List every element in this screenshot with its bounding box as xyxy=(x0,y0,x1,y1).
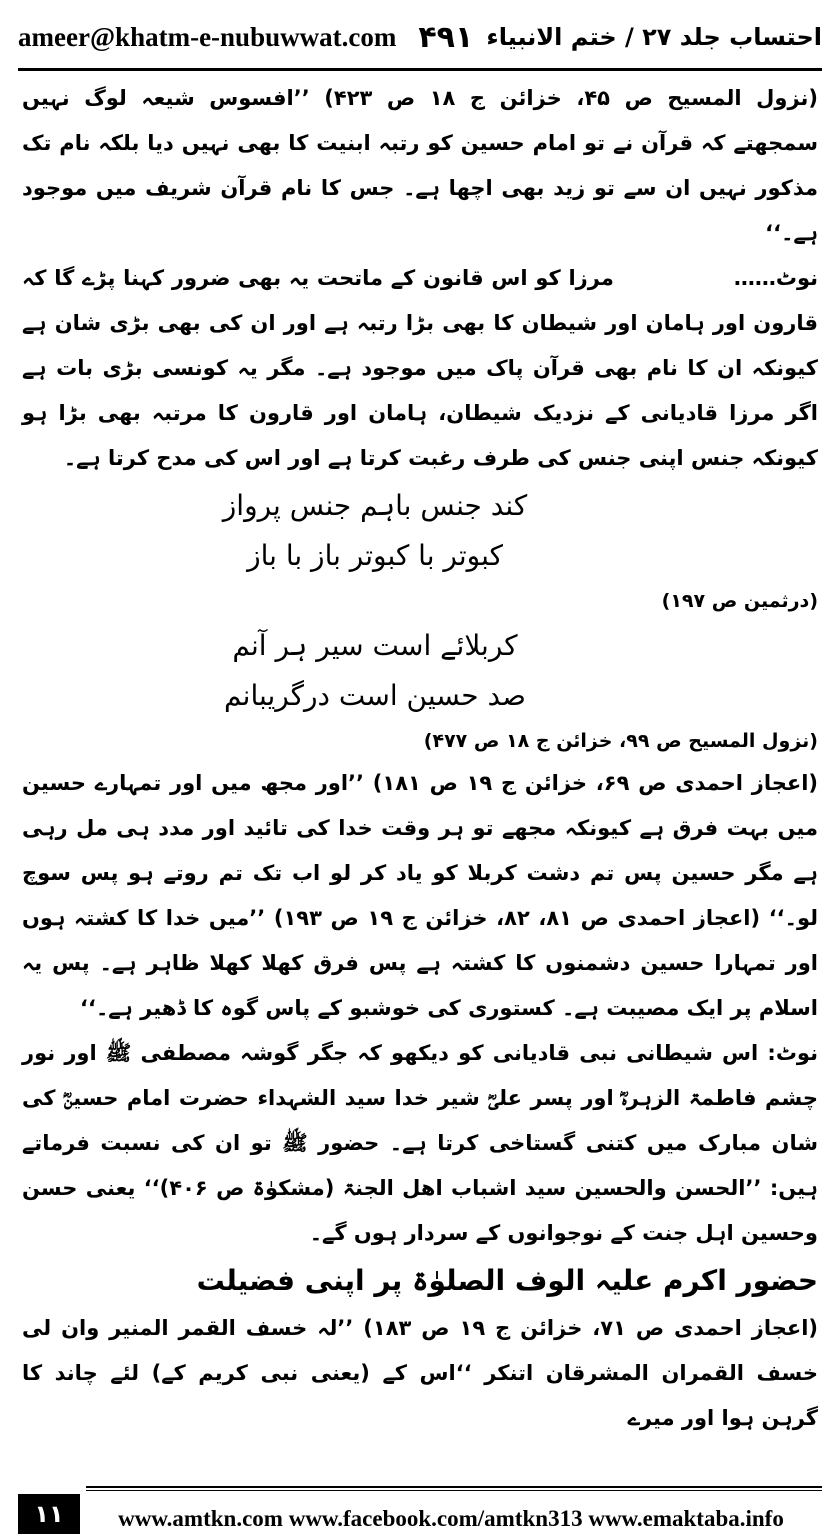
header-rule xyxy=(18,68,822,71)
paragraph-2: (اعجاز احمدی ص ۶۹، خزائن ج ۱۹ ص ۱۸۱) ’’اور مجھ میں اور تمہارے حسین میں بہت فرق ہے کیونکہ مجھے تو ہر وقت خدا کی تائید اور مدد ہی مل رہی ہے مگر حسین پس تم دشت کربلا کو یاد کر لو اب تک تم روتے ہو پس سوچ لو۔‘‘ (اعجاز احمدی ص ۸۱، ۸۲، خزائن ج ۱۹ ص ۱۹۳) ’’میں خدا کا کشتہ ہوں اور تمہارا حسین دشمنوں کا کشتہ ہے پس فرق کھلا کھلا ظاہر ہے۔ پس یہ اسلام پر ایک مصیبت ہے۔ کستوری کی خوشبو کے پاس گوہ کا ڈھیر ہے۔‘‘ xyxy=(22,771,819,1020)
paragraph-3: نوٹ: اس شیطانی نبی قادیانی کو دیکھو کہ جگر گوشہ مصطفی ﷺ اور نور چشم فاطمۃ الزہرہؓ اور پسر علیؓ شیر خدا سید الشہداء حضرت امام حسینؓ کی شان مبارک میں کتنی گستاخی کرتا ہے۔ حضور ﷺ تو ان کی نسبت فرماتے ہیں: ’’الحسن والحسین سید اشباب اھل الجنۃ (مشکوٰۃ ص ۴۰۶)‘‘ یعنی حسن وحسین اہل جنت کے نوجوانوں کے سردار ہوں گے۔ xyxy=(22,1041,818,1245)
verse-2-line-2: صد حسین است درگریبانم xyxy=(224,679,526,712)
page-content xyxy=(22,76,818,1441)
footer-rule xyxy=(86,1486,822,1488)
page-header xyxy=(18,8,822,66)
reference-2: (نزول المسیح ص ۹۹، خزائن ج ۱۸ ص ۴۷۷) xyxy=(423,730,818,752)
header-page-number: ۴۹۱ xyxy=(418,19,474,55)
footer-rule-thin xyxy=(86,1490,822,1491)
footer-page-number: ۱۱ xyxy=(18,1494,80,1534)
header-email: ameer@khatm-e-nubuwwat.com xyxy=(18,21,397,52)
note-1-label: نوٹ…… xyxy=(733,266,818,290)
header-left xyxy=(18,20,473,55)
verse-1-line-1: کند جنس باہم جنس پرواز xyxy=(222,489,528,522)
page-footer xyxy=(18,1494,822,1534)
note-1-text: مرزا کو اس قانون کے ماتحت یہ بھی ضرور کہنا پڑے گا کہ قارون اور ہامان اور شیطان کا بھی بڑا رتبہ ہے اور ان کی بھی بڑی شان ہے کیونکہ ان کا نام بھی قرآن پاک میں موجود ہے۔ مگر یہ کونسی بڑی بات ہے اگر مرزا قادیانی کے نزدیک شیطان، ہامان اور قارون کا مرتبہ بھی بڑا ہو کیونکہ جنس اپنی جنس کی طرف رغبت کرتا ہے اور اس کی مدح کرتا ہے۔ xyxy=(22,266,818,470)
reference-1: (درثمین ص ۱۹۷) xyxy=(661,590,818,612)
verse-2-line-1: کربلائے است سیر ہر آنم xyxy=(232,629,518,662)
header-title: احتساب جلد ۲۷ / ختم الانبیاء xyxy=(486,23,822,51)
note-1 xyxy=(22,256,818,481)
verse-1-line-2: کبوتر با کبوتر باز با باز xyxy=(247,539,503,572)
paragraph-1: (نزول المسیح ص ۴۵، خزائن ج ۱۸ ص ۴۲۳) ’’افسوس شیعہ لوگ نہیں سمجھتے کہ قرآن نے تو امام حسین کو رتبہ ابنیت کا بھی نہیں دیا بلکہ نام تک مذکور نہیں ان سے تو زید بھی اچھا ہے۔ جس کا نام قرآن شریف میں موجود ہے۔‘‘ xyxy=(22,86,819,245)
section-heading: حضور اکرم علیہ الوف الصلوٰۃ پر اپنی فضیلت xyxy=(196,1264,818,1297)
footer-urls: www.amtkn.com www.facebook.com/amtkn313 www.emaktaba.info xyxy=(118,1506,784,1531)
paragraph-4: (اعجاز احمدی ص ۷۱، خزائن ج ۱۹ ص ۱۸۳) ’’لہ خسف القمر المنیر وان لی خسف القمران المشرقان اتنکر ‘‘اس کے (یعنی نبی کریم کے) لئے چاند کا گرہن ہوا اور میرے xyxy=(22,1316,818,1430)
